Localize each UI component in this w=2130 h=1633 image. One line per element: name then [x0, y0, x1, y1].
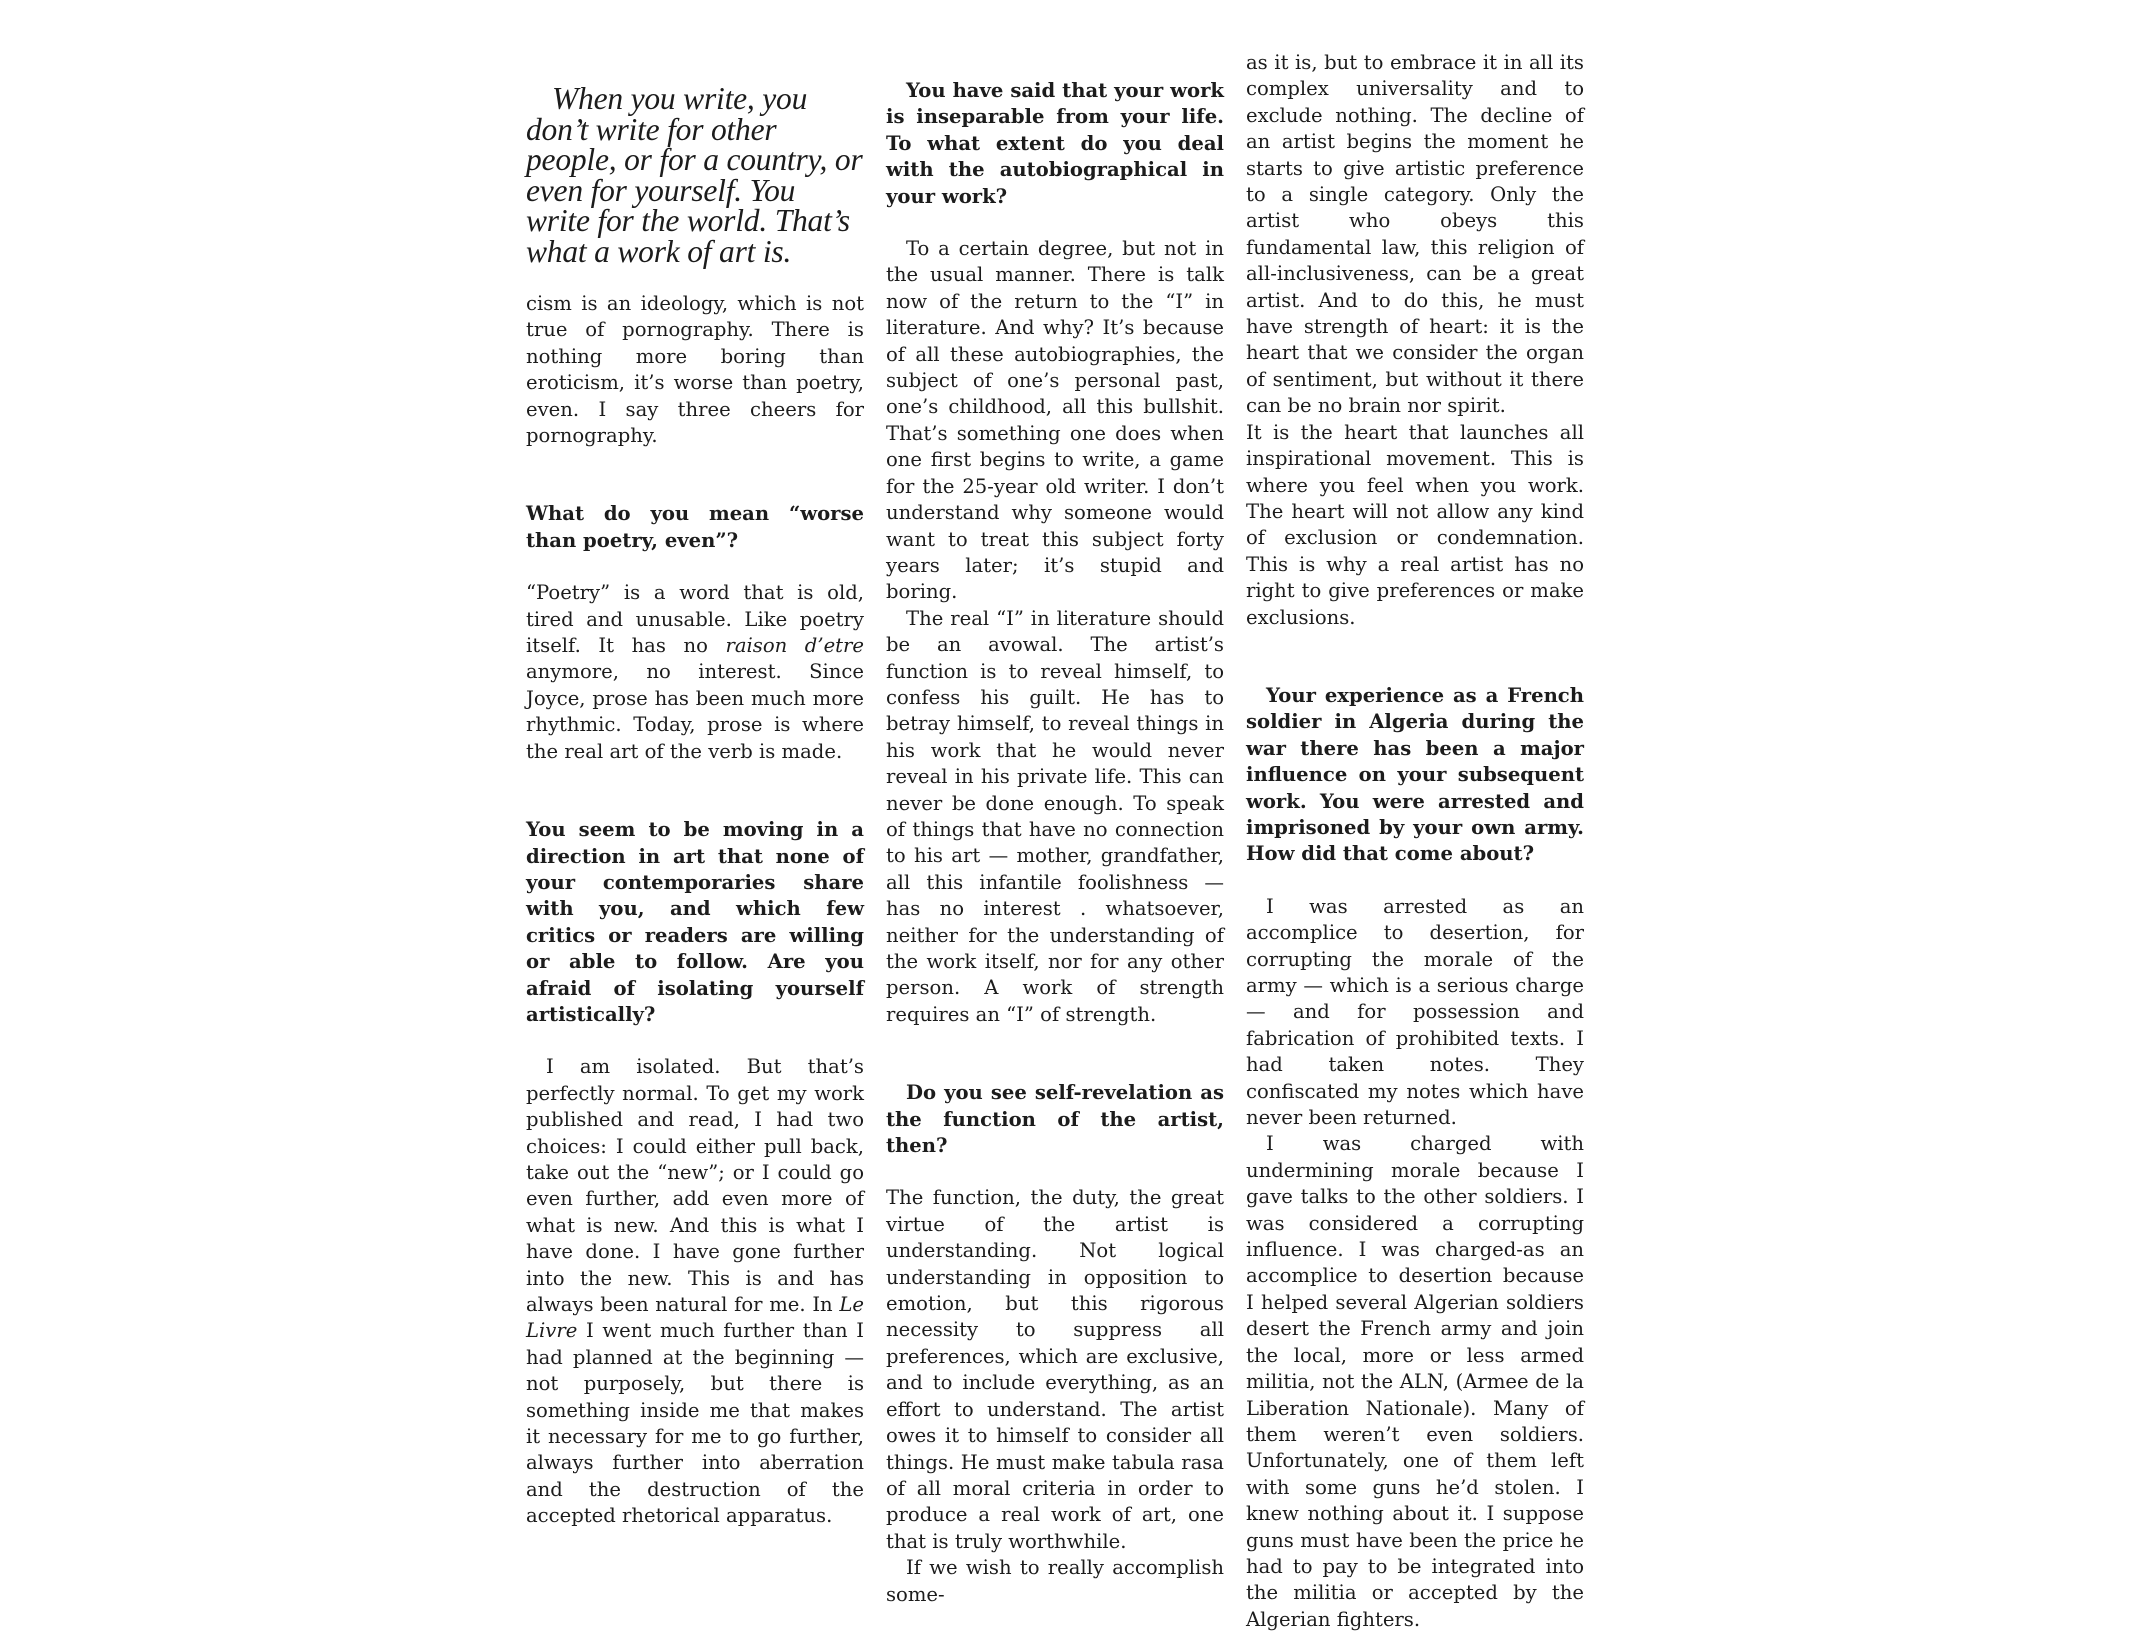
answer-paragraph: To a certain degree, but not in the usual manner. There is talk now of the return to the “I” in literature. And why? It’s because of all these autobiographies, the subject of one’s personal past, one’s childhood, all this bullshit. That’s something one does when one first begins to write, a game for the 25-year old writer. I don’t understand why someone would want to treat this subject forty years later; it’s stupid and boring.: [886, 237, 1224, 604]
italic-book-title: Le Livre: [526, 1293, 864, 1343]
answer-paragraph: If we wish to really accomplish some-: [886, 1556, 1224, 1606]
answer-paragraph: I am isolated. But that’s perfectly normal. To get my work published and read, I had two choices: I could either pull back, take out the “new”; or I could go even further, add even more of what is new. And this is what I have done. I have gone further into the new. This is and has always been natural for me. In Le Livre I went much further than I had planned at the beginning — not purposely, but there is something inside me that makes it necessary for me to go further, always further into aberration and the destruction of the accepted rhetorical apparatus.: [526, 1055, 864, 1528]
interview-question: You have said that your work is inseparable from your life. To what extent do you deal with the autobiographical in your work?: [886, 79, 1224, 208]
pull-quote: [526, 81, 864, 269]
interview-question: You seem to be moving in a direction in art that none of your contemporaries share with you, and which few critics or readers are willing or able to follow. Are you afraid of isolating yourself artistically?: [526, 818, 864, 1026]
pull-quote-text: When you write, you don’t write for other people, or for a country, or even for yourself. You write for the world. That’s what a work of art is.: [526, 81, 863, 269]
answer-paragraph: I was arrested as an accomplice to desertion, for corrupting the morale of the army — which is a serious charge — and for possession and fabrication of prohibited texts. I had taken notes. They confiscated my notes which have never been returned.: [1246, 894, 1584, 1130]
body-paragraph: It is the heart that launches all inspirational movement. This is where you feel when you work. The heart will not allow any kind of exclusion or condemnation. This is why a real artist has no right to give preferences or make exclusions.: [1246, 420, 1584, 629]
answer-paragraph: The real “I” in literature should be an avowal. The artist’s function is to reveal himself, to confess his guilt. He has to betray himself, to reveal things in his work that he would never reveal in his private life. This can never be done enough. To speak of things that have no connection to his art — mother, grandfather, all this infantile foolishness — has no interest . whatsoever, neither for the understanding of the work itself, nor for any other person. A work of strength requires an “I” of strength.: [886, 606, 1224, 1026]
answer-paragraph: “Poetry” is a word that is old, tired and unusable. Like poetry itself. It has no raison d’etre anymore, no interest. Since Joyce, prose has been much more rhythmic. Today, prose is where the real art of the verb is made.: [526, 581, 864, 763]
answer-paragraph: The function, the duty, the great virtue of the artist is understanding. Not logical understanding in opposition to emotion, but this rigorous necessity to suppress all preferences, which are exclusive, and to include everything, as an effort to understand. The artist owes it to himself to consider all things. He must make tabula rasa of all moral criteria in order to produce a real work of art, one that is truly worthwhile.: [886, 1186, 1224, 1553]
interview-question: Do you see self-revelation as the function of the artist, then?: [886, 1081, 1224, 1158]
italic-phrase: raison d’etre: [725, 634, 864, 658]
column-1: [526, 81, 864, 1530]
column-3: [1246, 50, 1584, 1633]
interview-question: What do you mean “worse than poetry, even”?: [526, 502, 864, 552]
body-paragraph: as it is, but to embrace it in all its complex universality and to exclude nothing. The decline of an artist begins the moment he starts to give artistic preference to a single category. Only the artist who obeys this fundamental law, this religion of all-inclusiveness, can be a great artist. And to do this, he must have strength of heart: it is the heart that we consider the organ of sentiment, but without it there can be no brain nor spirit.: [1246, 51, 1584, 418]
body-paragraph: cism is an ideology, which is not true of pornography. There is nothing more boring than eroticism, it’s worse than poetry, even. I say three cheers for pornography.: [526, 292, 864, 448]
column-2: [886, 78, 1224, 1608]
interview-question: Your experience as a French soldier in Algeria during the war there has been a major influence on your subsequent work. You were arrested and imprisoned by your own army. How did that come about?: [1246, 683, 1584, 866]
answer-paragraph: I was charged with undermining morale because I gave talks to the other soldiers. I was considered a corrupting influence. I was charged-as an accomplice to desertion because I helped several Algerian soldiers desert the French army and join the local, more or less armed militia, not the ALN, (Armee de la Liberation Nationale). Many of them weren’t even soldiers. Unfortunately, one of them left with some guns he’d stolen. I knew nothing about it. I suppose guns must have been the price he had to pay to be integrated into the militia or accepted by the Algerian fighters.: [1246, 1132, 1584, 1631]
